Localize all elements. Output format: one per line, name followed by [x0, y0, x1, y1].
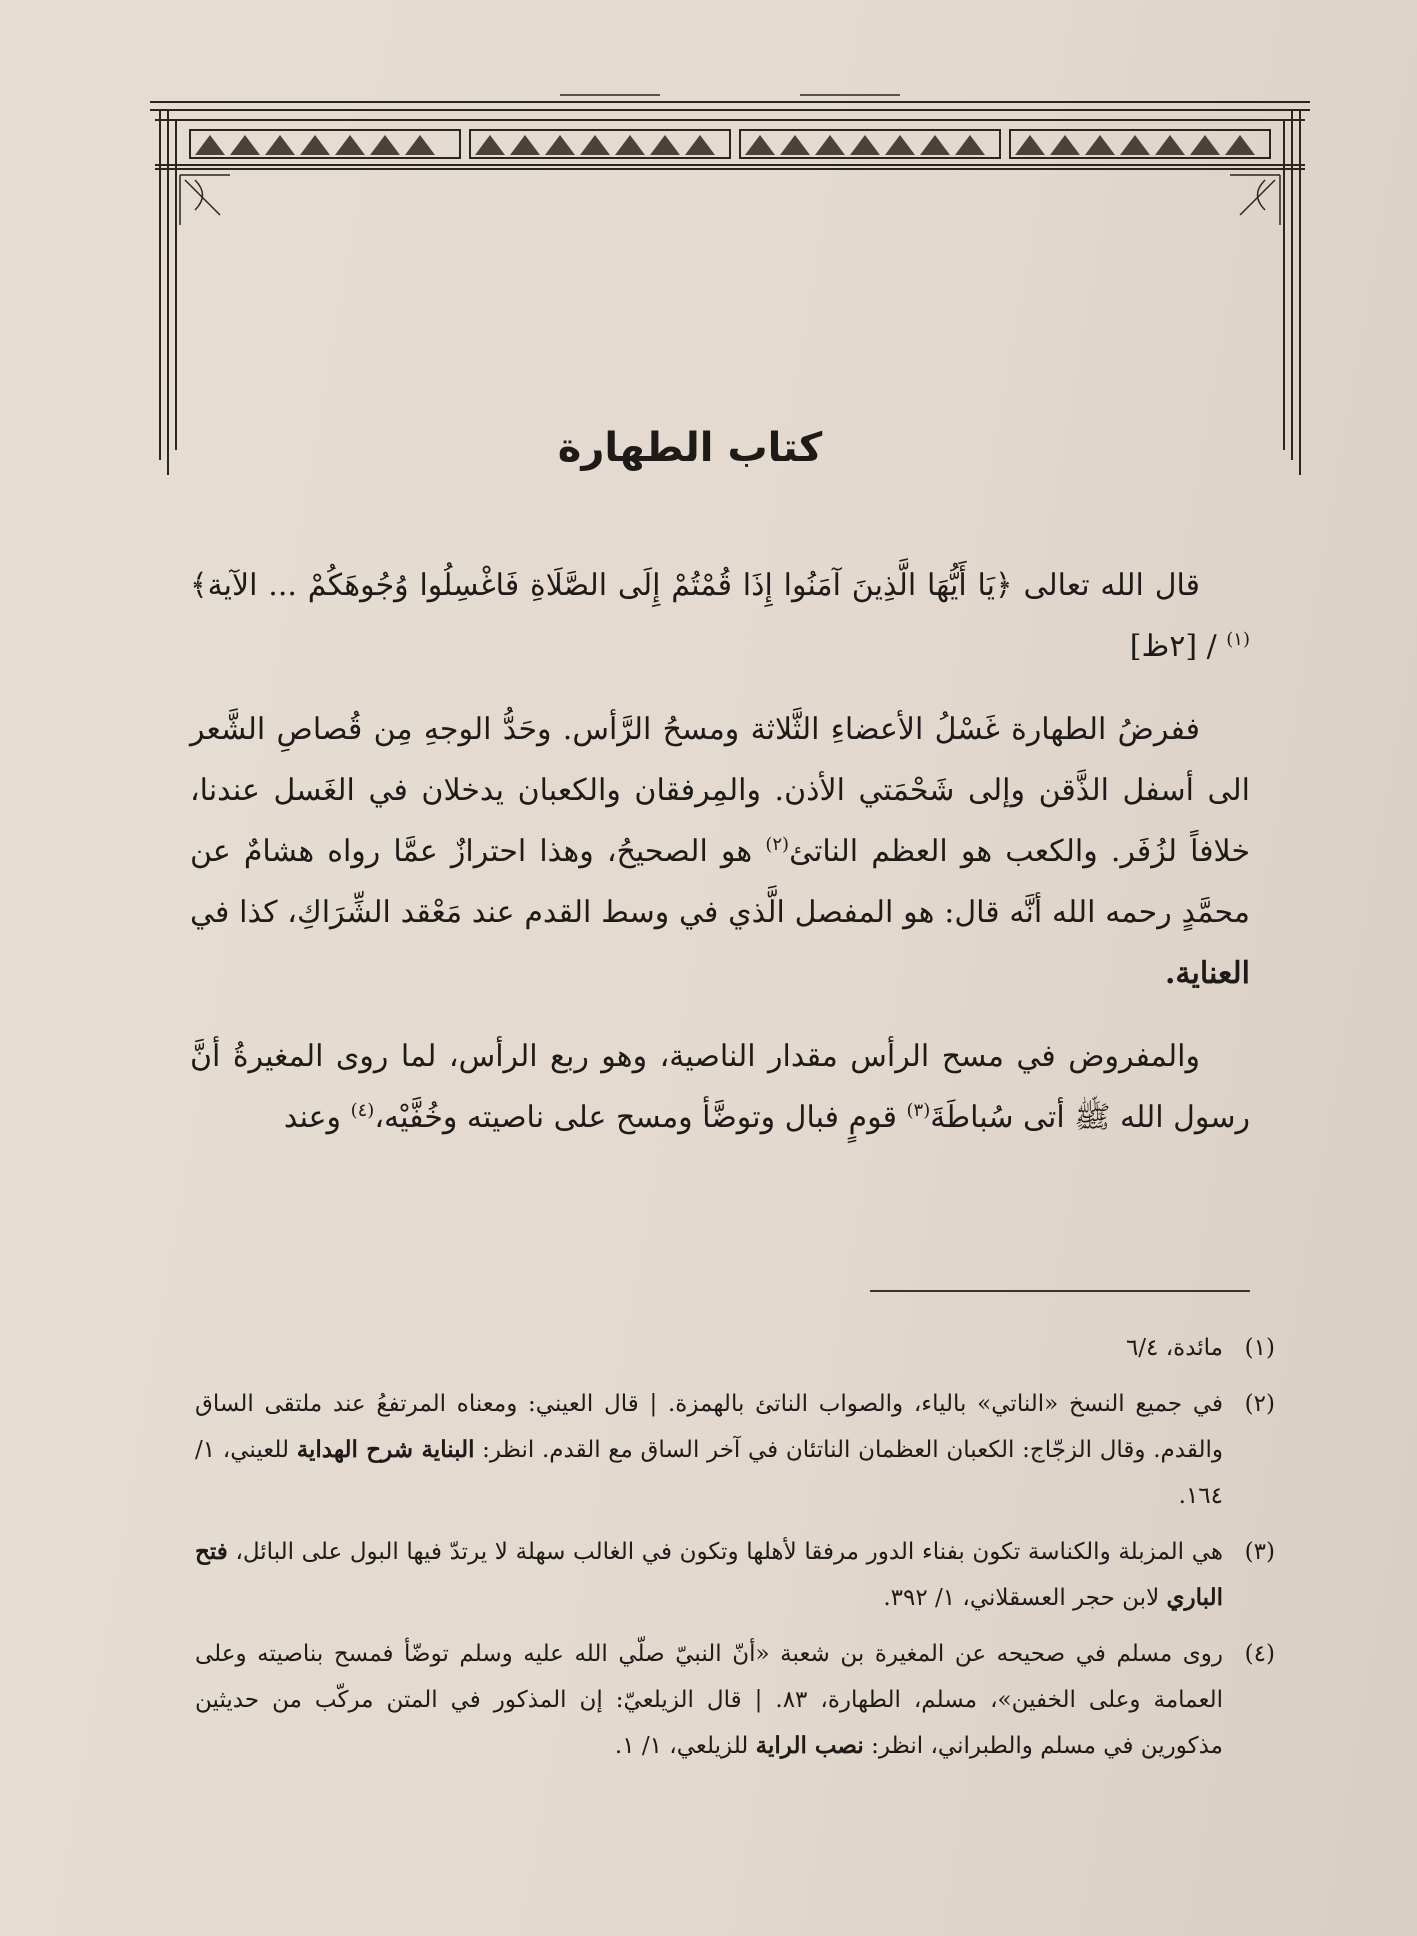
footnote-tail: للزيلعي، ١/ ١.: [614, 1733, 756, 1759]
footnote-2: [195, 1381, 1275, 1519]
footnote-ref-1: (١): [1226, 629, 1250, 650]
paragraph-3-continued: قومٍ فبال وتوضَّأ ومسح على ناصيته وخُفَّيْه،: [374, 1100, 907, 1135]
quran-verse: ﴿يَا أَيُّهَا الَّذِينَ آمَنُوا إِذَا قُمْتُمْ إِلَى الصَّلَاةِ فَاغْسِلُوا وُجُوهَكُمْ ... الآية﴾: [190, 568, 1013, 603]
footnote-source: البناية شرح الهداية: [296, 1436, 475, 1463]
paragraph-3: [190, 1026, 1250, 1148]
footnote-text: مائدة، ٦/٤: [1125, 1335, 1223, 1361]
paragraph-3-text: والمفروض في مسح الرأس مقدار الناصية، وهو ربع الرأس، لما روى المغيرةُ أنَّ رسول الله ﷺ أتى سُباطَةَ: [190, 1039, 1250, 1135]
paragraph-3-end: وعند: [283, 1100, 351, 1135]
footnote-text: [195, 1529, 1223, 1621]
paragraph-1: [190, 555, 1250, 677]
source-inaya: العناية.: [1164, 956, 1250, 991]
ornamental-frame: [140, 80, 1320, 480]
footnote-number: (٢): [1244, 1391, 1275, 1417]
paragraph-2-continued: هو الصحيحُ، وهذا احترازٌ عمَّا رواه هشامٌ عن محمَّدٍ رحمه الله أنَّه قال: هو المفصل الَّذي في وسط القدم عند مَعْقد الشِّرَاكِ، كذا في: [190, 834, 1250, 930]
footnotes: [195, 1325, 1275, 1779]
manuscript-folio-ref: / [٢ظ]: [1129, 629, 1217, 664]
footnote-3: [195, 1529, 1275, 1621]
footnote-ref-2: (٢): [765, 834, 790, 855]
footnote-divider: [870, 1290, 1250, 1292]
footnote-text: [195, 1631, 1223, 1769]
footnote-number: (١): [1244, 1335, 1275, 1361]
footnote-body: هي المزبلة والكناسة تكون بفناء الدور مرفقا لأهلها وتكون في الغالب سهلة لا يرتدّ فيها البول على البائل،: [227, 1539, 1223, 1565]
footnote-1: [195, 1325, 1275, 1371]
paragraph-2: [190, 699, 1250, 1004]
footnote-4: [195, 1631, 1275, 1769]
paragraph-1-intro: قال الله تعالى: [1023, 568, 1200, 603]
footnote-tail: للعيني، ١/ ١٦٤.: [195, 1437, 1223, 1509]
footnote-body: في جميع النسخ «الناتي» بالياء، والصواب الناتئ بالهمزة. | قال العيني: ومعناه المرتفعُ عند ملتقى الساق والقدم. وقال الزجّاج: الكعبان العظمان الناتئان في آخر الساق مع القدم. انظر:: [195, 1391, 1223, 1463]
footnote-tail: لابن حجر العسقلاني، ١/ ٣٩٢.: [883, 1585, 1167, 1611]
paragraph-2-text: ففرضُ الطهارة غَسْلُ الأعضاءِ الثَّلاثة ومسحُ الرَّأس. وحَدُّ الوجهِ مِن قُصاصِ الشَّعر الى أسفل الذَّقن وإلى شَحْمَتي الأذن. والمِرفقان والكعبان يدخلان في الغَسل عندنا، خلافاً لزُفَر. والكعب هو العظم الناتئ: [190, 712, 1250, 869]
main-text: [190, 555, 1250, 1170]
footnote-source: فتح الباري: [195, 1538, 1223, 1611]
footnote-number: (٣): [1244, 1539, 1275, 1565]
chapter-title: كتاب الطهارة: [557, 425, 823, 471]
footnote-number: (٤): [1244, 1641, 1275, 1667]
footnote-ref-3: (٣): [906, 1100, 931, 1121]
footnote-source: نصب الراية: [755, 1732, 864, 1759]
footnote-text: [195, 1381, 1223, 1519]
footnote-ref-4: (٤): [350, 1100, 375, 1121]
footnote-body: روى مسلم في صحيحه عن المغيرة بن شعبة «أنّ النبيّ صلّي الله عليه وسلم توضّأ فمسح بناصيته وعلى العمامة وعلى الخفين»، مسلم، الطهارة، ٨٣. | قال الزيلعيّ: إن المذكور في المتن مركّب من حديثين مذكورين في مسلم والطبراني، انظر:: [195, 1641, 1223, 1759]
